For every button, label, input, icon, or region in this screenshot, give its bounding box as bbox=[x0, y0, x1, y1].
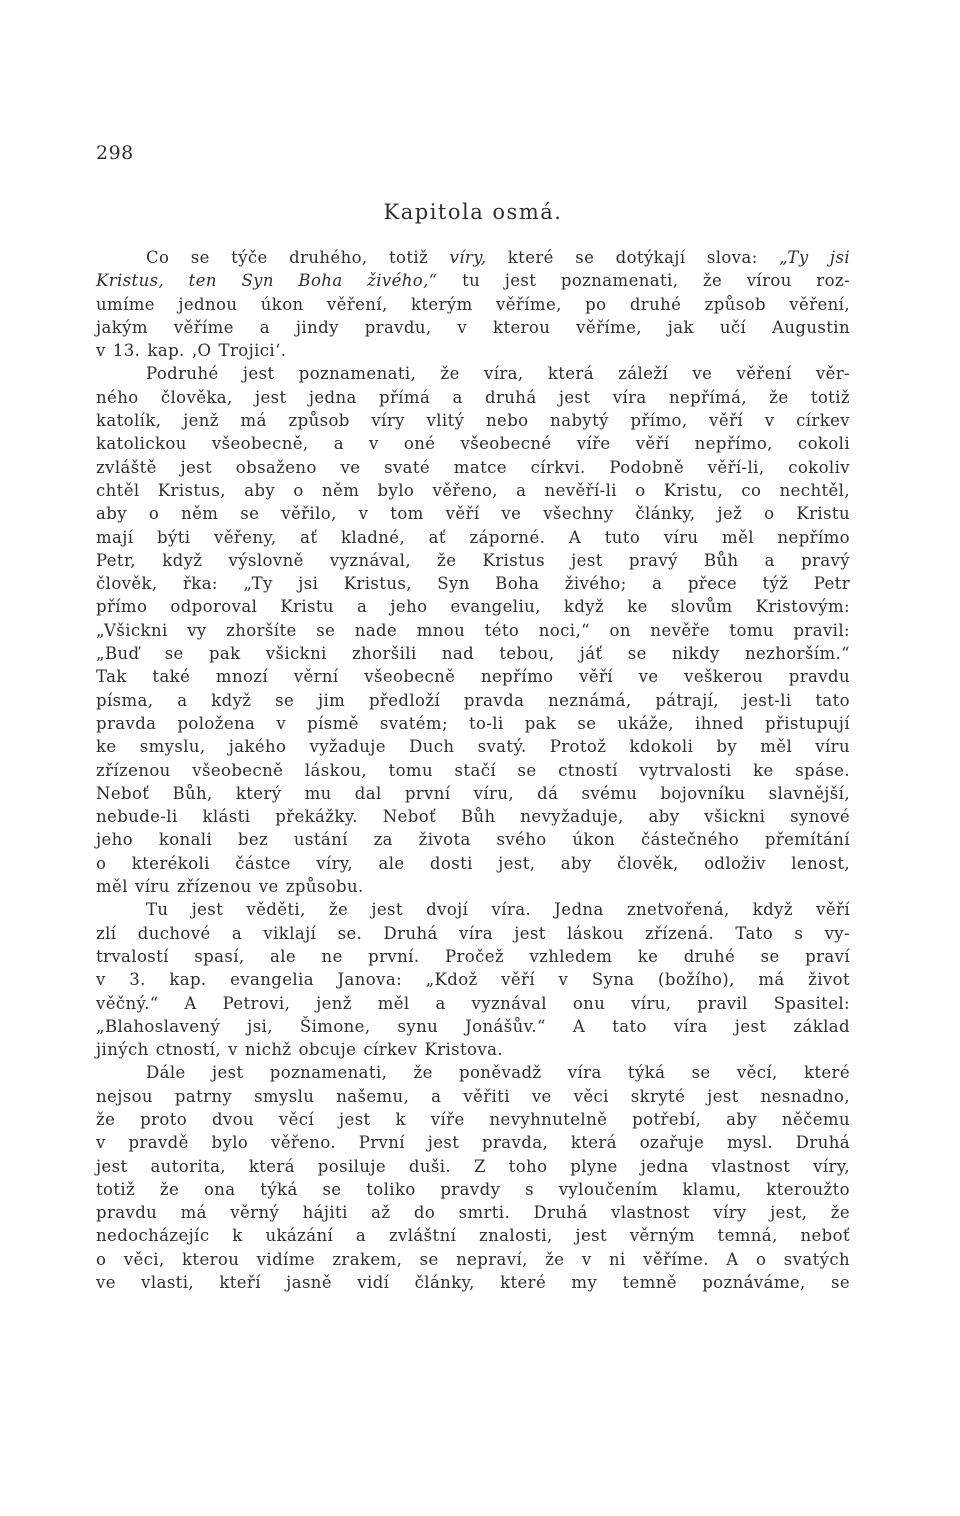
text-run: písma, a když se jim předloží pravda neznámá, pátrají, jest-li tato bbox=[96, 690, 850, 710]
text-run: Petr, když výslovně vyznával, že Kristus jest pravý Bůh a pravý bbox=[96, 550, 850, 570]
text-line bbox=[96, 549, 850, 572]
text-line bbox=[96, 945, 850, 968]
text-line bbox=[96, 782, 850, 805]
text-line bbox=[96, 386, 850, 409]
text-line bbox=[96, 665, 850, 688]
text-run: aby o něm se věřilo, v tom věří ve všechny články, jež o Kristu bbox=[96, 504, 850, 524]
text-line bbox=[96, 828, 850, 851]
text-run: v pravdě bylo věřeno. První jest pravda, která ozařuje mysl. Druhá bbox=[96, 1133, 850, 1153]
text-line bbox=[96, 339, 850, 362]
text-run: jeho konali bez ustání za života svého úkon částečného přemítání bbox=[96, 830, 850, 850]
body-text bbox=[96, 246, 850, 1294]
text-run: zřízenou všeobecně láskou, tomu stačí se ctností vytrvalosti ke spáse. bbox=[96, 760, 850, 780]
chapter-title: Kapitola osmá. bbox=[383, 200, 563, 224]
text-run: Tak také mnozí věrní všeobecně nepřímo věří ve veškerou pravdu bbox=[96, 667, 850, 687]
text-line bbox=[96, 1271, 850, 1294]
text-line bbox=[96, 992, 850, 1015]
text-line bbox=[96, 432, 850, 455]
text-line bbox=[96, 572, 850, 595]
text-run: nebude-li klásti překážky. Neboť Bůh nevyžaduje, aby všickni synové bbox=[96, 807, 850, 827]
text-run: pravda položena v písmě svatém; to-li pak se ukáže, ihned přistupují bbox=[96, 713, 850, 733]
text-run: „Blahoslavený jsi, Šimone, synu Jonášův.“ A tato víra jest základ bbox=[96, 1016, 850, 1036]
text-run: o kterékoli částce víry, ale dosti jest, aby člověk, odloživ lenost, bbox=[96, 853, 850, 873]
page-number: 298 bbox=[96, 142, 134, 164]
text-line bbox=[96, 1061, 850, 1084]
text-run: věčný.“ A Petrovi, jenž měl a vyznával onu víru, pravil Spasitel: bbox=[96, 993, 850, 1013]
text-line bbox=[96, 1085, 850, 1108]
text-line bbox=[96, 1038, 850, 1061]
text-line bbox=[96, 595, 850, 618]
book-page bbox=[96, 0, 850, 1516]
text-line bbox=[96, 875, 850, 898]
text-line bbox=[96, 759, 850, 782]
text-run: pravdu má věrný hájiti až do smrti. Druhá vlastnost víry jest, že bbox=[96, 1203, 850, 1223]
text-run: Tu jest věděti, že jest dvojí víra. Jedna znetvořená, když věří bbox=[146, 900, 850, 920]
text-line bbox=[96, 712, 850, 735]
text-line bbox=[96, 1108, 850, 1131]
text-line bbox=[96, 735, 850, 758]
italic-text: „Ty jsi bbox=[779, 248, 850, 267]
text-run: měl víru zřízenou ve způsobu. bbox=[96, 877, 364, 897]
text-line bbox=[96, 898, 850, 921]
text-run: že proto dvou věcí jest k víře nevyhnutelně potřebí, aby něčemu bbox=[96, 1109, 850, 1129]
text-run: jakým věříme a jindy pravdu, v kterou věříme, jak učí Augustin bbox=[96, 317, 850, 337]
text-line bbox=[96, 1015, 850, 1038]
text-line bbox=[96, 316, 850, 339]
text-run: jest autorita, která posiluje duši. Z toho plyne jedna vlastnost víry, bbox=[96, 1156, 850, 1176]
text-line bbox=[96, 479, 850, 502]
text-line bbox=[96, 1248, 850, 1271]
text-run: přímo odporoval Kristu a jeho evangeliu, když ke slovům Kristovým: bbox=[96, 597, 850, 617]
text-run: v 13. kap. ‚O Trojici‘. bbox=[96, 341, 287, 361]
text-run: katolickou všeobecně, a v oné všeobecné víře věří nepřímo, cokoli bbox=[96, 434, 850, 454]
text-line bbox=[96, 246, 850, 269]
text-line bbox=[96, 1224, 850, 1247]
text-line bbox=[96, 1131, 850, 1154]
text-run: zvláště jest obsaženo ve svaté matce církvi. Podobně věří-li, cokoliv bbox=[96, 457, 850, 477]
text-line bbox=[96, 293, 850, 316]
text-run: nejsou patrny smyslu našemu, a věřiti ve věci skryté jest nesnadno, bbox=[96, 1086, 850, 1106]
text-line bbox=[96, 502, 850, 525]
text-line bbox=[96, 526, 850, 549]
text-run: v 3. kap. evangelia Janova: „Kdož věří v Syna (božího), má život bbox=[96, 970, 850, 990]
text-run: Podruhé jest poznamenati, že víra, která záleží ve věření věr- bbox=[146, 364, 850, 384]
text-run: mají býti věřeny, ať kladné, ať záporné. A tuto víru měl nepřímo bbox=[96, 527, 850, 547]
text-run: Neboť Bůh, který mu dal první víru, dá svému bojovníku slavnější, bbox=[96, 783, 850, 803]
text-run: zlí duchové a viklají se. Druhá víra jest láskou zřízená. Tato s vy- bbox=[96, 923, 850, 943]
text-line bbox=[96, 1155, 850, 1178]
text-run: o věci, kterou vidíme zrakem, se nepraví, že v ni věříme. A o svatých bbox=[96, 1249, 850, 1269]
text-line bbox=[96, 642, 850, 665]
text-line bbox=[96, 1201, 850, 1224]
text-line bbox=[96, 456, 850, 479]
text-run: které se dotýkají slova: bbox=[486, 248, 780, 267]
text-run: katolík, jenž má způsob víry vlitý nebo nabytý přímo, věří v církev bbox=[96, 411, 850, 431]
text-line bbox=[96, 805, 850, 828]
text-run: trvalostí spasí, ale ne první. Pročež vzhledem ke druhé se praví bbox=[96, 946, 850, 966]
text-run: tu jest poznamenati, že vírou roz- bbox=[437, 271, 850, 291]
text-line bbox=[96, 1178, 850, 1201]
text-line bbox=[96, 922, 850, 945]
italic-text: víry, bbox=[449, 248, 487, 267]
text-run: člověk, řka: „Ty jsi Kristus, Syn Boha živého; a přece týž Petr bbox=[96, 574, 850, 594]
text-run: „Všickni vy zhoršíte se nade mnou této noci,“ on nevěře tomu pravil: bbox=[96, 620, 850, 640]
text-line bbox=[96, 968, 850, 991]
text-run: umíme jednou úkon věření, kterým věříme, po druhé způsob věření, bbox=[96, 294, 850, 314]
text-run: totiž že ona týká se toliko pravdy s vyloučením klamu, kteroužto bbox=[96, 1179, 850, 1199]
text-line bbox=[96, 269, 850, 292]
text-run: Dále jest poznamenati, že poněvadž víra týká se věcí, které bbox=[146, 1063, 850, 1083]
text-run: ného člověka, jest jedna přímá a druhá jest víra nepřímá, že totiž bbox=[96, 387, 850, 407]
italic-text: Kristus, ten Syn Boha živého,“ bbox=[96, 271, 438, 291]
text-line bbox=[96, 852, 850, 875]
text-run: chtěl Kristus, aby o něm bylo věřeno, a nevěří-li o Kristu, co nechtěl, bbox=[96, 480, 850, 500]
text-run: jiných ctností, v nichž obcuje církev Kristova. bbox=[96, 1040, 503, 1060]
text-run: ke smyslu, jakého vyžaduje Duch svatý. Protož kdokoli by měl víru bbox=[96, 737, 850, 757]
text-run: Co se týče druhého, totiž bbox=[146, 248, 450, 267]
text-run: ve vlasti, kteří jasně vidí články, které my temně poznáváme, se bbox=[96, 1273, 850, 1293]
text-line bbox=[96, 409, 850, 432]
text-line bbox=[96, 619, 850, 642]
text-line bbox=[96, 362, 850, 385]
text-run: nedocházejíc k ukázání a zvláštní znalosti, jest věrným temná, neboť bbox=[96, 1226, 850, 1246]
text-run: „Buď se pak všickni zhoršili nad tebou, jáť se nikdy nezhorším.“ bbox=[96, 644, 850, 664]
text-line bbox=[96, 689, 850, 712]
